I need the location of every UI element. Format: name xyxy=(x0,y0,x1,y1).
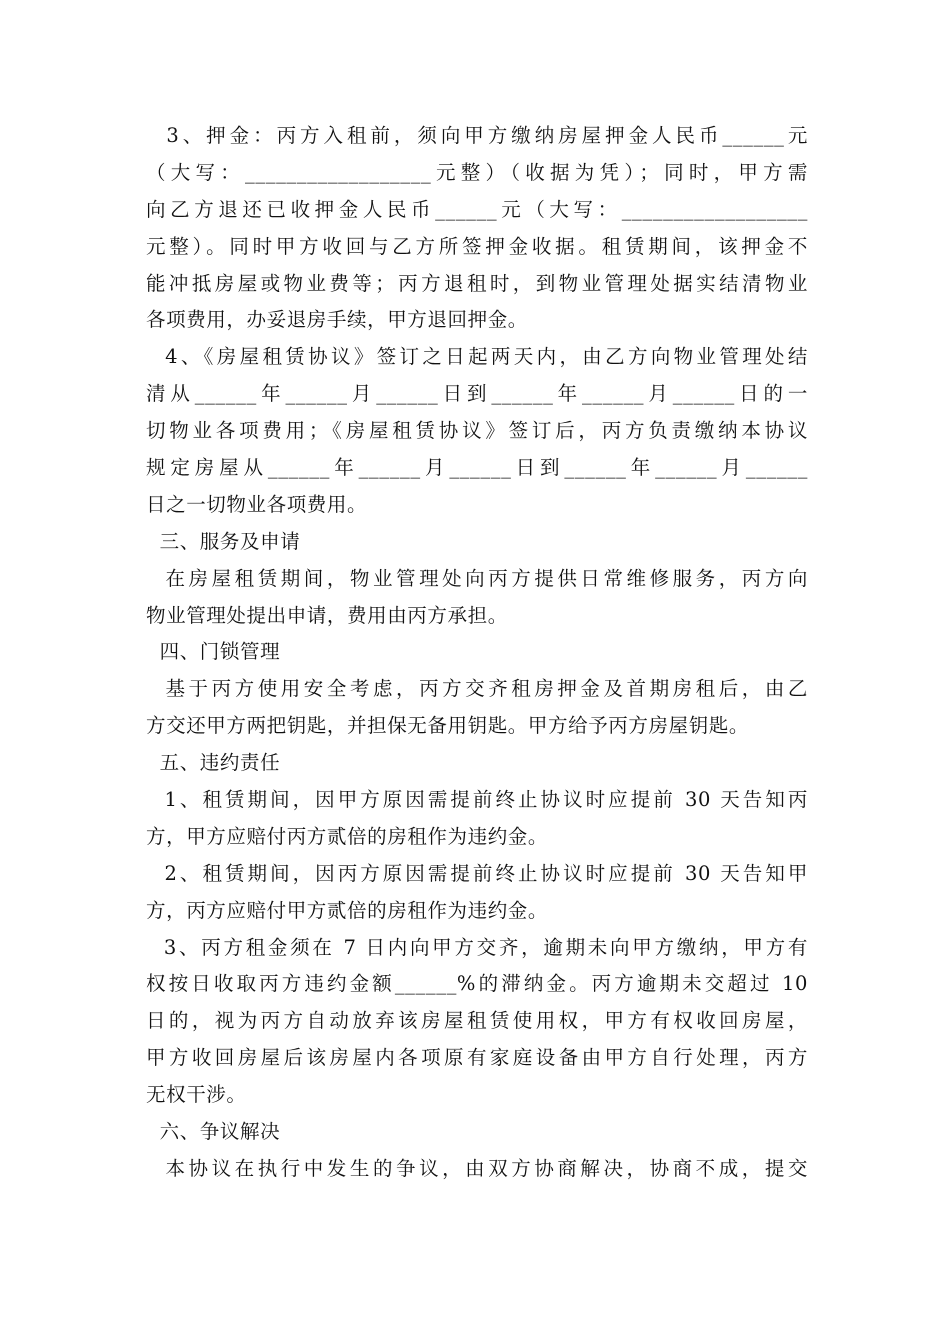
text-line: 基于丙方使用安全考虑，丙方交齐租房押金及首期房租后，由乙 xyxy=(146,677,808,701)
text-line: 2、租赁期间，因丙方原因需提前终止协议时应提前 30 天告知甲 xyxy=(146,861,808,885)
section-heading: 三、服务及申请 xyxy=(146,529,301,553)
text-line: 切物业各项费用；《房屋租赁协议》签订后，丙方负责缴纳本协议 xyxy=(146,419,808,443)
text-line: 权按日收取丙方违约金额______%的滞纳金。丙方逾期未交超过 10 xyxy=(146,972,808,996)
text-line: 方交还甲方两把钥匙，并担保无备用钥匙。甲方给予丙方房屋钥匙。 xyxy=(146,714,750,738)
text-line: 向乙方退还已收押金人民币______元（大写：__________________ xyxy=(146,197,808,221)
text-line: 元整）。同时甲方收回与乙方所签押金收据。租赁期间，该押金不 xyxy=(146,234,808,258)
text-line: 1、租赁期间，因甲方原因需提前终止协议时应提前 30 天告知丙 xyxy=(146,788,808,812)
text-line: 规定房屋从______年______月______日到______年______月______ xyxy=(146,456,808,480)
section-heading: 四、门锁管理 xyxy=(146,640,281,664)
text-line: 3、押金：丙方入租前，须向甲方缴纳房屋押金人民币______元 xyxy=(146,124,808,147)
text-line: 甲方收回房屋后该房屋内各项原有家庭设备由甲方自行处理，丙方 xyxy=(146,1046,808,1070)
text-line: 4、《房屋租赁协议》签订之日起两天内，由乙方向物业管理处结 xyxy=(146,345,808,369)
section-heading: 六、争议解决 xyxy=(146,1120,281,1144)
text-line: 日的，视为丙方自动放弃该房屋租赁使用权，甲方有权收回房屋， xyxy=(146,1009,808,1033)
text-line: （大写：__________________元整）（收据为凭）；同时，甲方需 xyxy=(146,160,808,184)
text-line: 能冲抵房屋或物业费等；丙方退租时，到物业管理处据实结清物业 xyxy=(146,271,808,295)
text-line: 3、丙方租金须在 7 日内向甲方交齐，逾期未向甲方缴纳，甲方有 xyxy=(146,935,808,959)
text-line: 无权干涉。 xyxy=(146,1083,247,1107)
text-line: 物业管理处提出申请，费用由丙方承担。 xyxy=(146,603,508,627)
text-line: 方，丙方应赔付甲方贰倍的房租作为违约金。 xyxy=(146,898,549,922)
text-line: 日之一切物业各项费用。 xyxy=(146,492,368,516)
text-line: 方，甲方应赔付丙方贰倍的房租作为违约金。 xyxy=(146,824,549,848)
text-line: 本协议在执行中发生的争议，由双方协商解决，协商不成，提交 xyxy=(146,1156,808,1180)
text-line: 各项费用，办妥退房手续，甲方退回押金。 xyxy=(146,308,528,332)
text-line: 在房屋租赁期间，物业管理处向丙方提供日常维修服务，丙方向 xyxy=(146,566,808,590)
section-heading: 五、违约责任 xyxy=(146,751,281,775)
document-body xyxy=(146,118,808,1188)
text-line: 清从______年______月______日到______年______月______日的一 xyxy=(146,382,808,406)
